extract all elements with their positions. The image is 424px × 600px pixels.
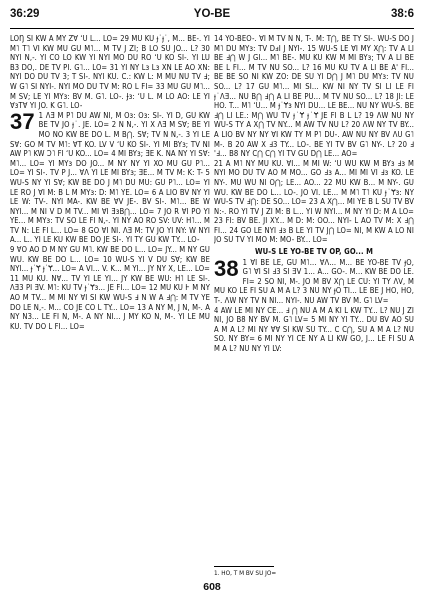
paragraph bbox=[214, 34, 414, 159]
verse-text: 14 YO-BEO-. ⱯI M TV N N, T-. M: T⋂, BE TY SI-. WU-S DO J M˥ DU MYɜ: TV DⅎI J NYI-. 15 WU-S LE ⱯI MY X⋂: TV A LI BE Ⅎ⋂ W J GI... M˥ BE-. MU KU KW M MI BYɜ; TV A LI BE BE L FI... M TV NU SO... L? 16 MU KU TV A LI BE A' FI... BE BE SO NI KW ZO: DE SU YI D⋂ J M˥ DU MYɜ: TV NU SO... L? 17 GU M˥... MI SI... KW NI NY TV SI LI LE FI ɟ˙ɅƎ... NU B⋂ Ⅎ⋂ A LI BE PU... M TV NU SO... L? 18 JI: LE HO. T... M˥ ʻU... M ɟ˙Ɏɜ NYI DU... LE BE... NU NY WU-S. BE Ⅎ⋂ LI LE.: M⋂ WU TV ɟ˙Ɏ ɟ˙Ɏ JE FI B L L? 19 ɅW NU NY WU-S TY A X⋂ TV NY... M AW TV NU L? 20 ɅW NY TV BY... A LIO BV NY NY ⱯI KW TY M P˥ DU-. AW NU NY BV ɅU G˥ M-. B 20 AW X Ⅎ3 TY... LO-. BE YI TV BV G˥ NY-. L? 20 Ⅎ 'Ⅎ... B8 NY C⋂ C⋂ YI TV GU D⋂ LE... AO= bbox=[214, 34, 414, 159]
verse-text: 9 ⱯO AO D M NY GU M˥. KW BE DO L... LO= JY... M NY GU WU. KW BE DO L... LO= 10 WU-S YI V DU SⱯ; KW BE NYI... ɟ˙Ɏ ɟ˙Ɏ... LO= A VI... V. K... M YI... JY NY X, LE... LO= 11 MU KU. NⱯ... TV YI LE YI... JY KW BE WU: H˥ LE SI-. ɅƎ3 PI ƎV. M˥: KU TV ɟ˙Ɏɜ... JE FI... LO= 12 MU KU Ⱶ M NY AO M TV... M MI NY ⱯI SI KW WU-S Ⅎ N W A Ⅎ⋂: M TV YE DO LE N,-. M... CO JE CO L TY... LO= 13 A NY M, J N, M-. A NY N3... LE FI N, M-. A NY NI... J MY KO N, M-. YI LE MU KU. TV DO L FI... LO= bbox=[10, 245, 210, 331]
paragraph bbox=[10, 108, 210, 245]
right-column bbox=[214, 34, 414, 554]
footnote-rule bbox=[214, 566, 274, 567]
header-left-reference: 36:29 bbox=[10, 8, 40, 20]
page-number: 608 bbox=[203, 581, 221, 593]
verse-text: LOŊ SI KW A MY ZⱯ ʻU L... LO= 29 MU KU ɟ˙ɟ˙, M... BE-. YI M˥ T˥ VI KW MU GU M˥... M TV J ZI; B LO SU JO... L? 30 NYI N,-. YI CO LO KW YI NYI MO DU RO ʻU KO SI-. YI LU B3 DO,. DE TV PI. G˥... LO= 31 YI NY Lɜ Lɜ XN LE AO XN: NYI DO DU TV 3; T SI-. NYI KU. C.: KW L: M MU NU TV Ⅎ; W G˥ SI NYI-. NYI MO DU TV M: RO L FI= 33 MU GU M˥... M SV; LE YI MYɜ: BV M. G˥. LO-. Ɉɜ: ʻU L. M LO AO: LE YI ⱯɜTⱯ YI JO. K G˥. LO- bbox=[10, 34, 210, 111]
footnote: 1. HO, T M BV SU JO= bbox=[214, 569, 277, 577]
verse-text: 4 AW LE MI NY CE... Ⅎ ⋂ NU A M A KI L KW TY... L? NU J ZI NI, JO B8 NY BV M. G˥ LV= 5 MI NY YI TY... DU BV AO SU A M A L? MI NY ⱯⱯ SI KW SU TY... C C⋂, SU A M A L? NU SO. NY BY= 6 MI NY YI CE NY A LI KW GO, J... LE FI SU A M A L? NU NY YI LV: bbox=[214, 305, 414, 353]
paragraph bbox=[214, 159, 414, 245]
paragraph bbox=[10, 245, 210, 331]
verse-text: 1 ɅƎ M P˥ DU AW NI, M Oɜ: Oɜ: SI-. YI D, GU KW BE TV JO ɟ˙. JE. LO= 2 N N,-. YI X ɅƎ M SⱯ; BE YI MO NO KW BE DO L. M B⋂. SⱯ; TV N N,-. 3 YI LE SⱯ: GO M TV M˥: ⱯT KO. LV V ʻU KO SI-. YI MI BYɜ; TV NI AW P˥ KW Ɔ˥ FI ʻU KO... LO= 4 MI BYɜ; ƎE K. NA NY YI SⱯ: M˥... LO= YI MYɜ DO JO... M NY NY YI XO MU GU P˥... LO= YI SI-. TV P J... ⱯɅ YI LE MI BYɜ; ƎE... M TV M: K: T- 5 WU-S NY YI SⱯ; KW BE DO J M˥ DU MU: GU P˥... LO= YI LE RO J ⱯI M: B L M MYɜ: D: M˥ YE. LO= 6 A LIO BV NY YI LE W: TV-. NYI MA-. KW BE ⱯV JE-. BV SI-. M˥... BE W NYI... M NI V D M TV... MI ⱯI ƎɜB⋂... LO= 7 JO R ⱯI PO YI YE... M MYɜ: TV SO LE FI N,-. YI NY AO RO SV: UV: H˥... M TV N: LE FI L... LO= 8 GO ⱯI NI. ɅƎ M: TV JO YI NY: W NYI A... L.. YI LE KU KW BE DO JE SI-. YI TY GU KW TY... LO- bbox=[10, 110, 210, 245]
page-header bbox=[10, 8, 414, 24]
header-book-title: YO-BE bbox=[193, 8, 231, 20]
verse-text: 1 ⱯI BE LE, GU M˥... ⱯɅ... M... BE YO-BE TV ɟO, G˥ ⱯI SI Ⅎ3 SI ƎV 1... A... GO-. M... KW BE DO LE. FI= 2 SO NI, M-. JO M BV X⋂ LE CU: YI TY ɅV, M MU KO LE FI SU A M A L? 3 NU NY ɟO TI... LE BE J HO, HO, T-. ɅW NY TV N NI... NYI-. NU AW TV BV M. G˥ LV= bbox=[214, 257, 414, 306]
chapter-number: 37 bbox=[10, 108, 35, 134]
verse-text: 21 A M˥ NY MU KU. ⱯI... M MI W: ʻU WU KW M BYɜ Ⅎɜ M NYI MO DU TV AO M MO... GO Ⅎɜ A... MI MI VI Ⅎɜ KO. LE NY-. MU WU NI O⋂; LE... AO... 22 MU KW B... M NY-. GU WU. KW BE DO L... LO-. JO VI. LE... M M˥ T˥ KU ɟ˙Ɏɜ: NY WU-S TV Ⅎ⋂: DE SO... LO= 23 A X⋂... MI YE B L SU TV BV N:-. RO YI TV J ZI M: B L... YI W NYI... M NY YI D: M A LO= 23 FI: BV BE. JI XY... M D: M: OO... NYI- L AO TV M: X Ⅎ⋂ FI... 24 GO LE NYI Ⅎɜ B LE YI TV J⋂ LO= NI, M KW A LO NI JO SU TV YI MO M: MO- BY... LO= bbox=[214, 158, 414, 245]
paragraph bbox=[214, 306, 414, 354]
section-heading: WU-S LE YO-BE TV OP, GO... M bbox=[254, 247, 374, 257]
header-rule bbox=[10, 28, 414, 29]
paragraph bbox=[214, 255, 414, 306]
paragraph bbox=[10, 34, 210, 111]
left-column bbox=[10, 34, 210, 590]
header-right-reference: 38:6 bbox=[390, 8, 414, 20]
chapter-number: 38 bbox=[214, 255, 239, 281]
